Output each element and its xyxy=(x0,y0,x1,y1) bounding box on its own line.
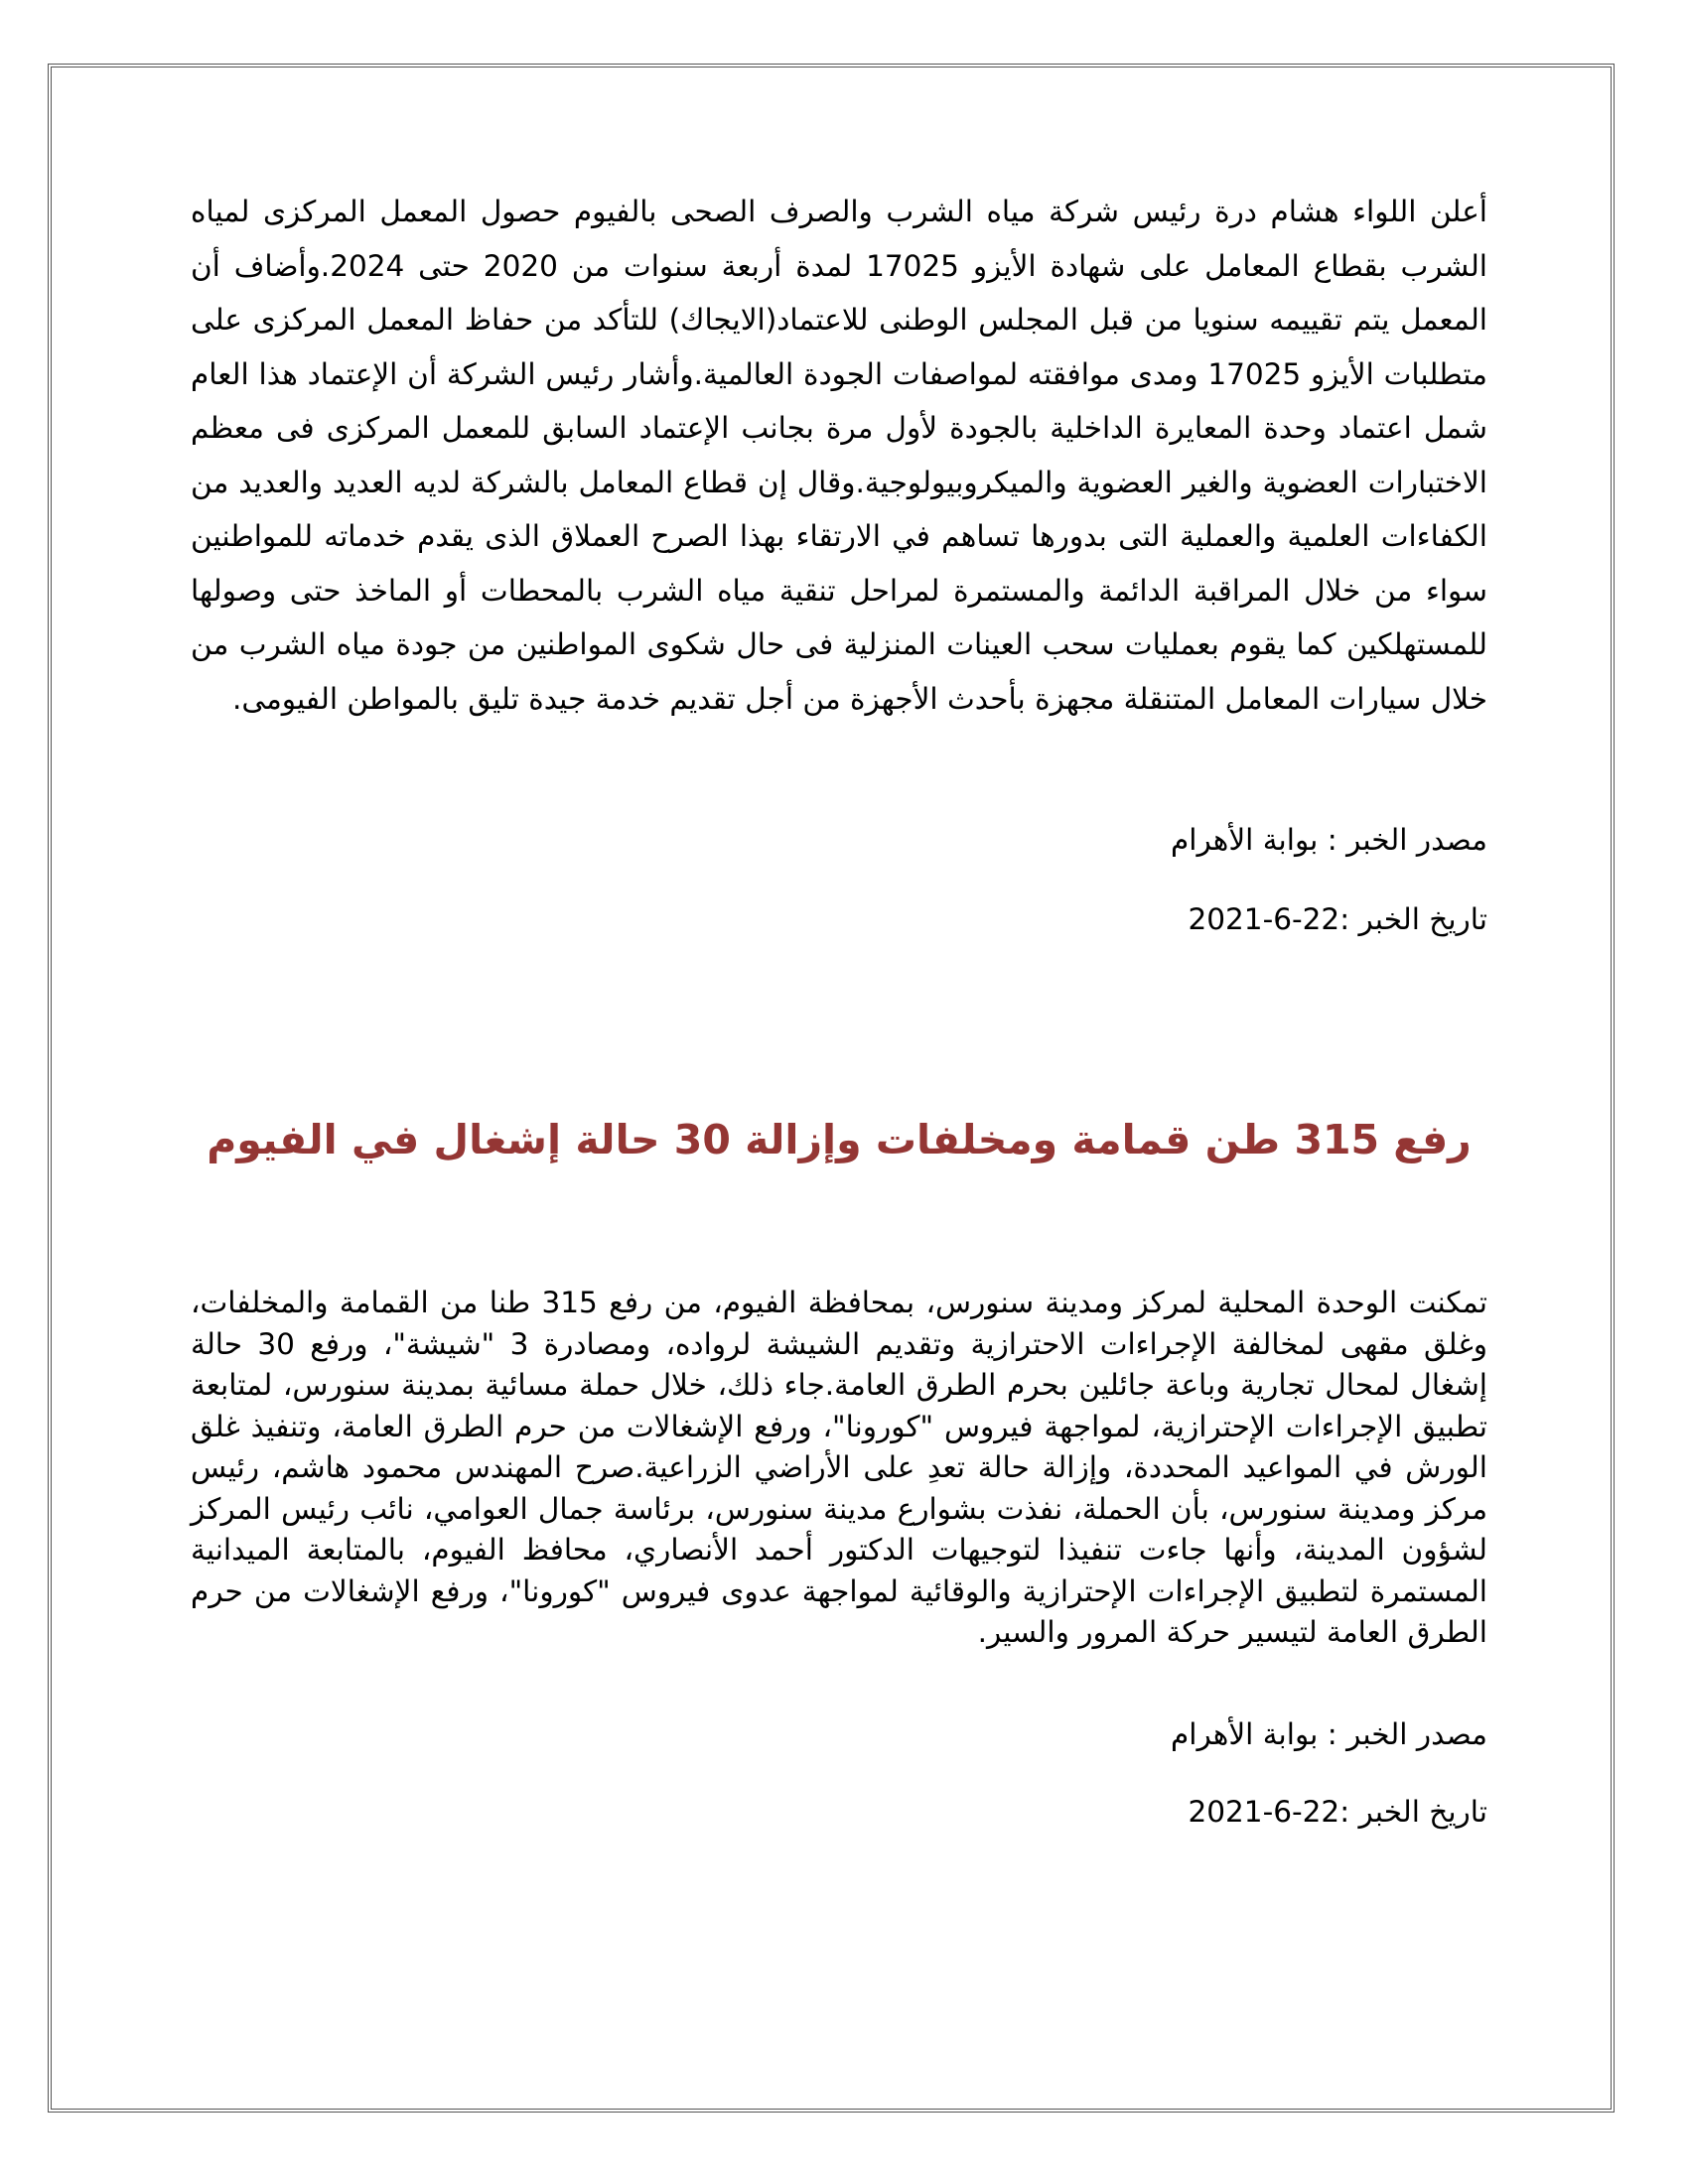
news-date: تاريخ الخبر :22-6-2021 xyxy=(1188,1795,1487,1829)
news-source: مصدر الخبر : بوابة الأهرام xyxy=(1171,823,1487,857)
article-body: أعلن اللواء هشام درة رئيس شركة مياه الشرب والصرف الصحى بالفيوم حصول المعمل المركزى لمياه الشرب بقطاع المعامل على شهادة الأيزو 17025 لمدة أربعة سنوات من 2020 حتى 2024.وأضاف أن المعمل يتم تقييمه سنويا من قبل المجلس الوطنى للاعتماد(الايجاك) للتأكد من حفاظ المعمل المركزى على متطلبات الأيزو 17025 ومدى موافقته لمواصفات الجودة العالمية.وأشار رئيس الشركة أن الإعتماد هذا العام شمل اعتماد وحدة المعايرة الداخلية بالجودة لأول مرة بجانب الإعتماد السابق للمعمل المركزى فى معظم الاختبارات العضوية والغير العضوية والميكروبيولوجية.وقال إن قطاع المعامل بالشركة لديه العديد والعديد من الكفاءات العلمية والعملية التى بدورها تساهم في الارتقاء بهذا الصرح العملاق الذى يقدم خدماته للمواطنين سواء من خلال المراقبة الدائمة والمستمرة لمراحل تنقية مياه الشرب بالمحطات أو الماخذ حتى وصولها للمستهلكين كما يقوم بعمليات سحب العينات المنزلية فى حال شكوى المواطنين من جودة مياه الشرب من خلال سيارات المعامل المتنقلة مجهزة بأحدث الأجهزة من أجل تقديم خدمة جيدة تليق بالمواطن الفيومى. xyxy=(191,195,1487,716)
article-headline: رفع 315 طن قمامة ومخلفات وإزالة 30 حالة إشغال في الفيوم xyxy=(207,1116,1472,1163)
article-lab-certification xyxy=(191,185,1487,936)
news-source: مصدر الخبر : بوابة الأهرام xyxy=(1171,1717,1487,1751)
article-waste-removal xyxy=(191,1283,1487,1829)
article-body: تمكنت الوحدة المحلية لمركز ومدينة سنورس، بمحافظة الفيوم، من رفع 315 طنا من القمامة والمخلفات، وغلق مقهى لمخالفة الإجراءات الاحترازية وتقديم الشيشة لرواده، ومصادرة 3 "شيشة"، ورفع 30 حالة إشغال لمحال تجارية وباعة جائلين بحرم الطرق العامة.جاء ذلك، خلال حملة مسائية بمدينة سنورس، لمتابعة تطبيق الإجراءات الإحترازية، لمواجهة فيروس "كورونا"، ورفع الإشغالات من حرم الطرق العامة، وتنفيذ غلق الورش في المواعيد المحددة، وإزالة حالة تعدِ على الأراضي الزراعية.صرح المهندس محمود هاشم، رئيس مركز ومدينة سنورس، بأن الحملة، نفذت بشوارع مدينة سنورس، برئاسة جمال العوامي، نائب رئيس المركز لشؤون المدينة، وأنها جاءت تنفيذا لتوجيهات الدكتور أحمد الأنصاري، محافظ الفيوم، بالمتابعة الميدانية المستمرة لتطبيق الإجراءات الإحترازية والوقائية لمواجهة عدوى فيروس "كورونا"، ورفع الإشغالات من حرم الطرق العامة لتيسير حركة المرور والسير. xyxy=(191,1286,1487,1649)
news-date: تاريخ الخبر :22-6-2021 xyxy=(1188,902,1487,936)
